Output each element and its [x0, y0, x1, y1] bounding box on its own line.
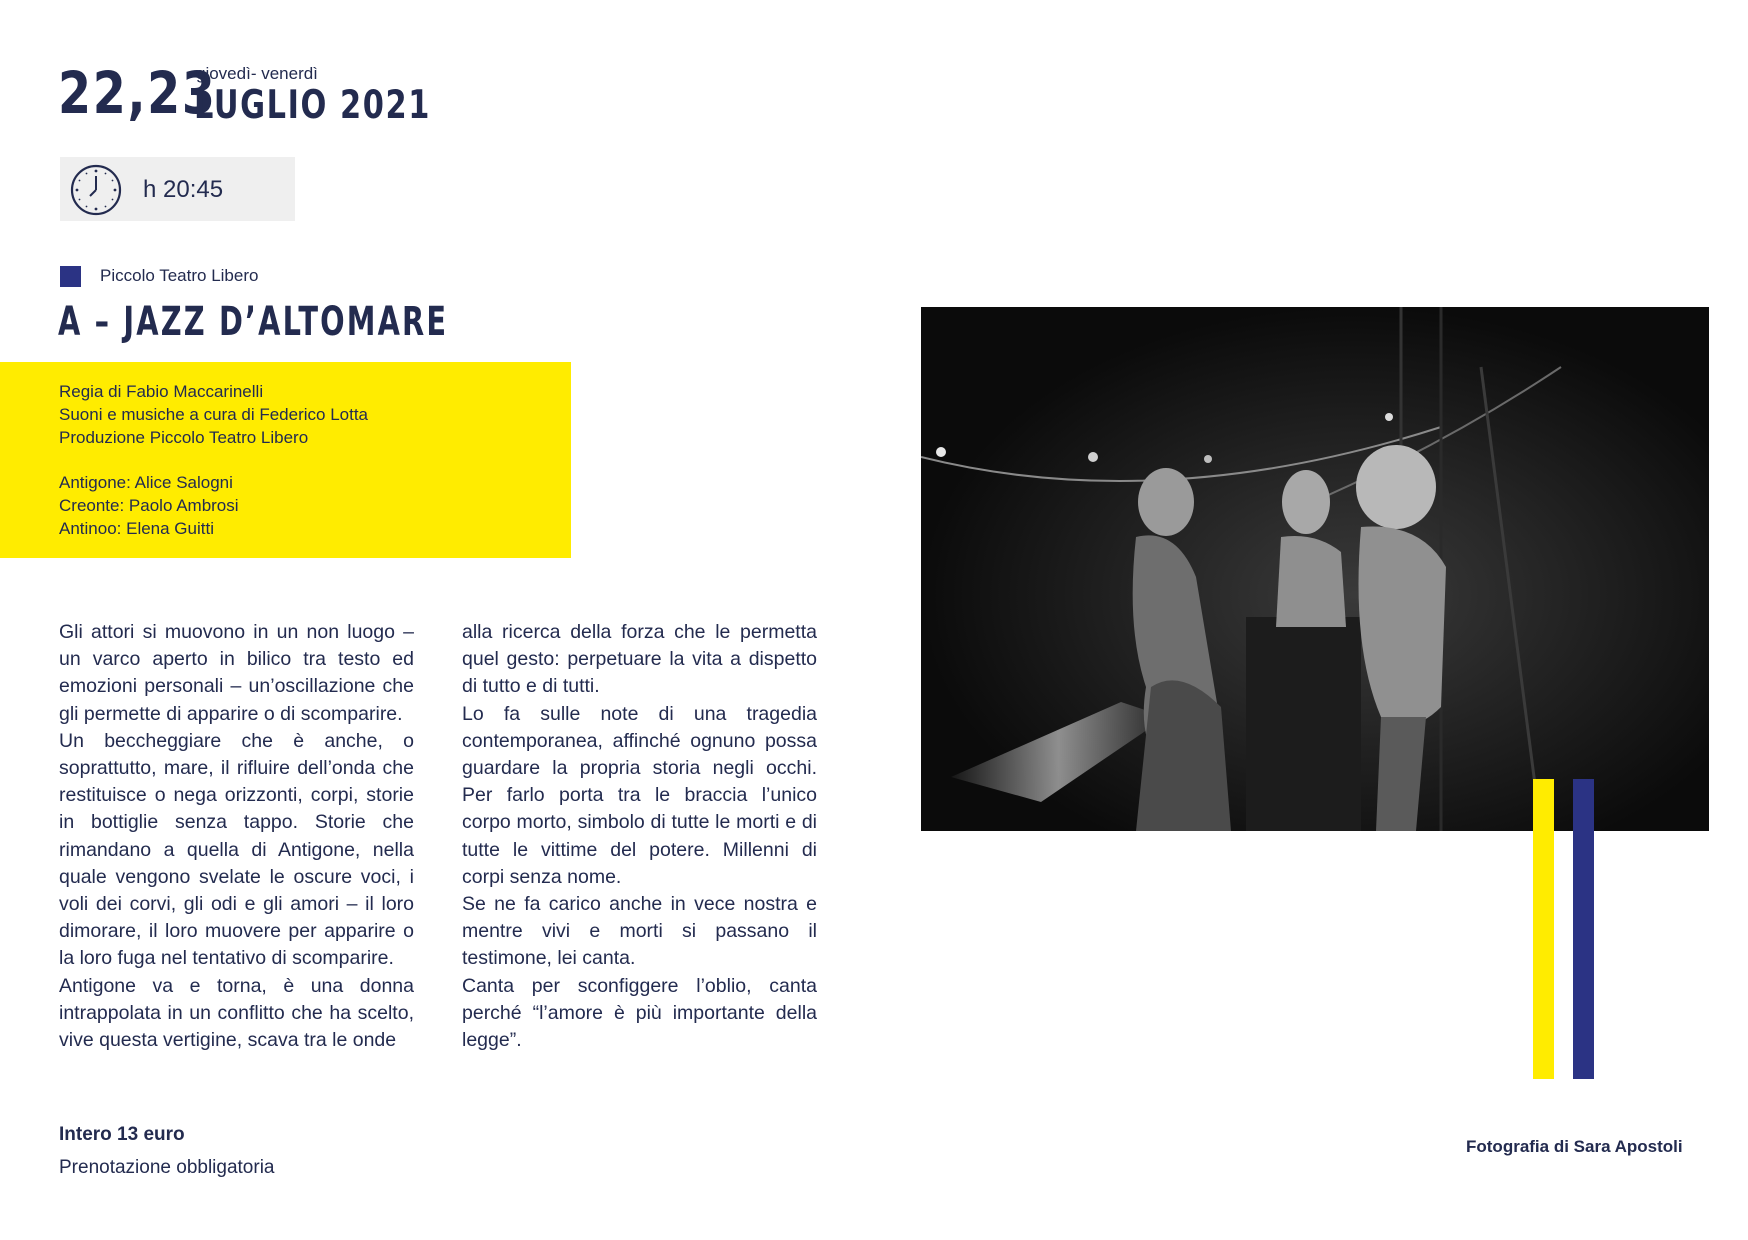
- credit-line: Suoni e musiche a cura di Federico Lotta: [59, 405, 369, 424]
- paragraph: Gli attori si muovono in un non luogo – un varco aperto in bilico tra testo ed emozioni personali – un’oscillazione che gli permette di apparire o di scomparire.: [59, 621, 414, 725]
- decor-bar-navy: [1573, 779, 1594, 1079]
- paragraph: Canta per sconfiggere l’oblio, canta perché “l’amore è più importante della legge”.: [462, 974, 817, 1052]
- event-weekdays: giovedì- venerdì: [196, 64, 318, 83]
- event-time: h 20:45: [143, 176, 224, 203]
- venue-marker: [60, 266, 81, 287]
- paragraph: Lo fa sulle note di una tragedia contemporanea, affinché ognuno possa guardare la propria storia negli occhi. Per farlo porta tra le braccia l’unico corpo morto, simbolo di tutte le morti e di tutte le vittime del potere. Millenni di corpi senza nome.: [462, 702, 817, 888]
- photo-credit: Fotografia di Sara Apostoli: [1466, 1137, 1683, 1156]
- stage-photo: [921, 307, 1709, 831]
- show-title: A – JAZZ D’ALTOMARE: [58, 299, 449, 345]
- time-box: [60, 157, 295, 221]
- paragraph: alla ricerca della forza che le permetta quel gesto: perpetuare la vita a dispetto di tutto e di tutti.: [462, 621, 817, 698]
- description-column-1: [59, 619, 414, 1054]
- booking-note: Prenotazione obbligatoria: [59, 1157, 275, 1178]
- decor-bar-yellow: [1533, 779, 1554, 1079]
- description-column-2: [462, 619, 817, 1054]
- cast-line: Antinoo: Elena Guitti: [59, 519, 214, 538]
- clock-icon: [70, 164, 122, 216]
- venue-name: Piccolo Teatro Libero: [100, 266, 259, 285]
- event-month-year: LUGLIO 2021: [194, 83, 431, 128]
- credit-line: Regia di Fabio Maccarinelli: [59, 382, 264, 401]
- paragraph: Un beccheggiare che è anche, o soprattutto, mare, il rifluire dell’onda che restituisce o nega orizzonti, corpi, storie in bottiglie senza tappo. Storie che rimandano a quella di Antigone, nella quale vengono svelate le oscure voci, i voli dei corvi, gli odi e gli amori – il loro dimorare, il loro muovere per apparire o la loro fuga nel tentativo di scomparire.: [59, 729, 414, 970]
- credit-line: Produzione Piccolo Teatro Libero: [59, 428, 309, 447]
- credits-box: [0, 362, 571, 558]
- stage-photo-image: [921, 307, 1709, 831]
- event-days: 22,23: [58, 59, 217, 127]
- paragraph: Se ne fa carico anche in vece nostra e mentre vivi e morti si passano il testimone, lei canta.: [462, 893, 817, 970]
- paragraph: Antigone va e torna, è una donna intrappolata in un conflitto che ha scelto, vive questa vertigine, scava tra le onde: [59, 974, 414, 1052]
- cast-line: Antigone: Alice Salogni: [59, 473, 233, 492]
- cast-line: Creonte: Paolo Ambrosi: [59, 496, 239, 515]
- ticket-price: Intero 13 euro: [59, 1124, 185, 1145]
